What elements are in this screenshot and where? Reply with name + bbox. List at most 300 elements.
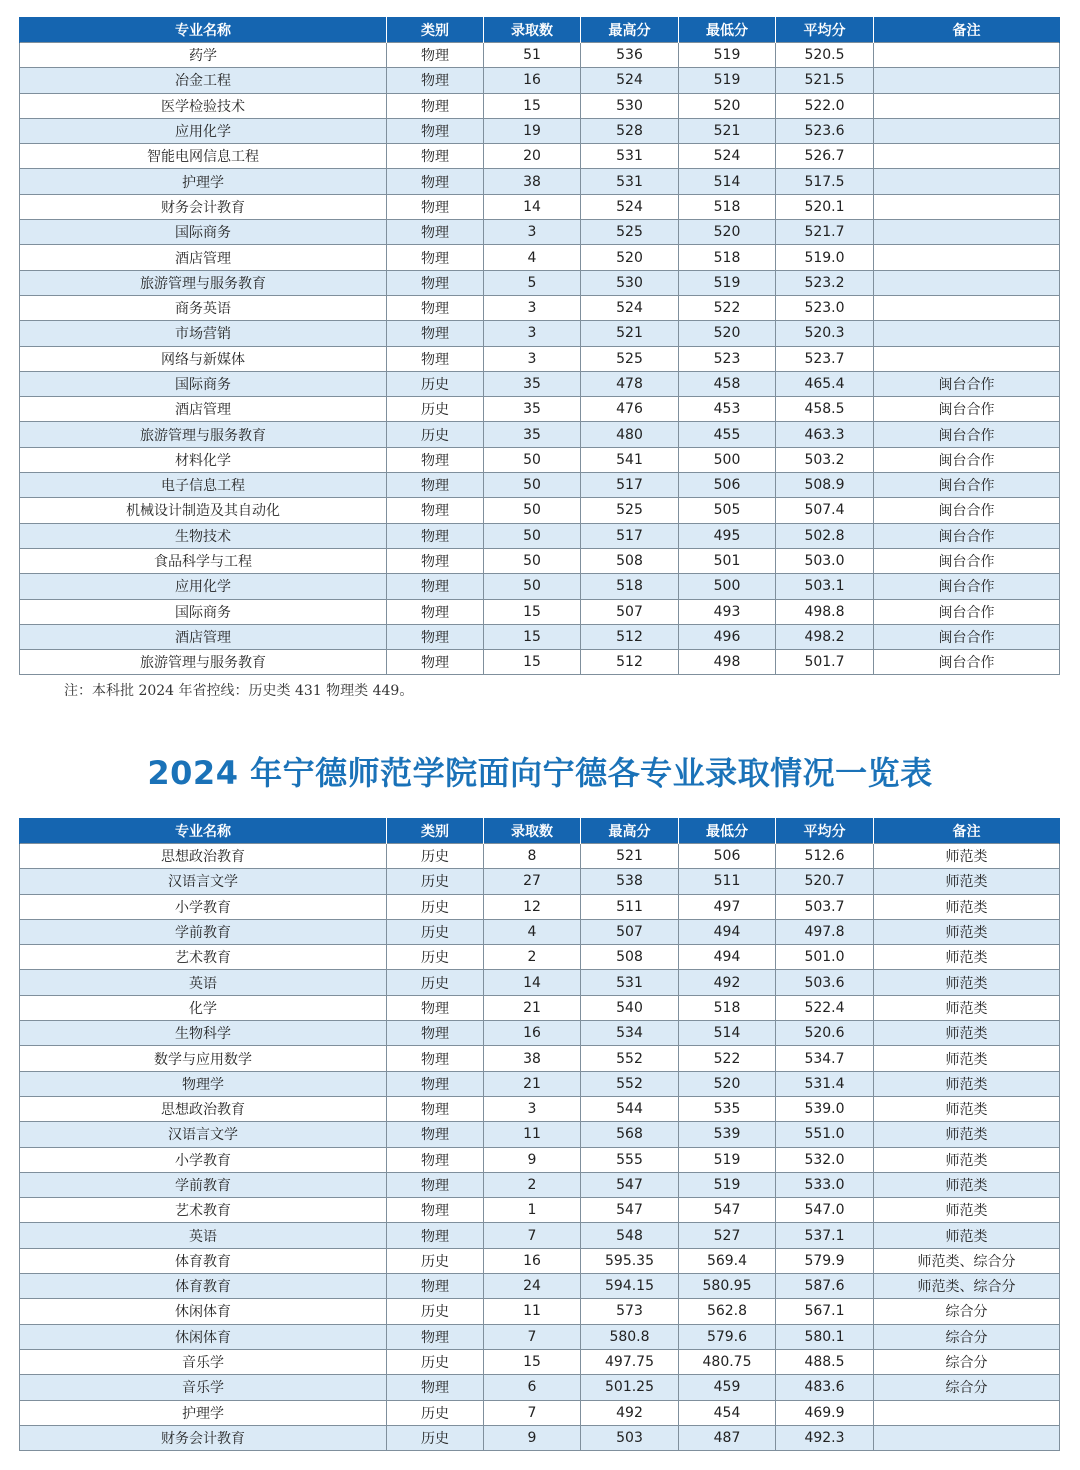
table-cell: 历史 xyxy=(387,894,484,919)
table-cell: 闽台合作 xyxy=(874,397,1060,422)
table-cell: 520.7 xyxy=(776,869,874,894)
column-header: 最低分 xyxy=(679,17,776,43)
table-cell: 506 xyxy=(679,844,776,869)
table-cell: 517.5 xyxy=(776,169,874,194)
table-cell: 492.3 xyxy=(776,1425,874,1450)
table-cell: 师范类 xyxy=(874,995,1060,1020)
table-cell: 520 xyxy=(679,321,776,346)
table-cell: 师范类 xyxy=(874,844,1060,869)
table-cell: 8 xyxy=(484,844,581,869)
table-cell: 512 xyxy=(581,650,679,675)
table-row xyxy=(20,1324,1060,1349)
table-row xyxy=(20,970,1060,995)
table-cell: 旅游管理与服务教育 xyxy=(20,422,387,447)
table-cell: 514 xyxy=(679,169,776,194)
table-cell: 智能电网信息工程 xyxy=(20,144,387,169)
table-cell: 16 xyxy=(484,1248,581,1273)
table-cell: 573 xyxy=(581,1299,679,1324)
table-row xyxy=(20,68,1060,93)
table-cell: 506 xyxy=(679,473,776,498)
table-cell: 物理 xyxy=(387,118,484,143)
table-cell xyxy=(874,295,1060,320)
table-cell: 544 xyxy=(581,1096,679,1121)
table-cell: 物理 xyxy=(387,1021,484,1046)
table-cell: 历史 xyxy=(387,869,484,894)
table-row xyxy=(20,1349,1060,1374)
table-cell: 530 xyxy=(581,93,679,118)
table-cell: 师范类 xyxy=(874,894,1060,919)
table-cell: 519 xyxy=(679,1147,776,1172)
table-cell: 20 xyxy=(484,144,581,169)
table-row xyxy=(20,919,1060,944)
table-cell xyxy=(874,144,1060,169)
table-cell: 旅游管理与服务教育 xyxy=(20,270,387,295)
table-cell: 旅游管理与服务教育 xyxy=(20,650,387,675)
table-cell: 38 xyxy=(484,1046,581,1071)
column-header: 专业名称 xyxy=(20,818,387,844)
table-cell: 514 xyxy=(679,1021,776,1046)
table-cell: 483.6 xyxy=(776,1375,874,1400)
table-cell: 518 xyxy=(679,995,776,1020)
table-cell: 519 xyxy=(679,43,776,68)
table-row xyxy=(20,194,1060,219)
table-cell: 521.5 xyxy=(776,68,874,93)
table-cell: 507 xyxy=(581,919,679,944)
table-cell: 519 xyxy=(679,68,776,93)
table-cell: 历史 xyxy=(387,1400,484,1425)
table-cell: 548 xyxy=(581,1223,679,1248)
table-cell: 480 xyxy=(581,422,679,447)
column-header: 最低分 xyxy=(679,818,776,844)
table-cell: 453 xyxy=(679,397,776,422)
table-cell: 540 xyxy=(581,995,679,1020)
table-cell: 闽台合作 xyxy=(874,447,1060,472)
table-cell: 7 xyxy=(484,1223,581,1248)
table-cell: 512.6 xyxy=(776,844,874,869)
table-cell: 524 xyxy=(581,194,679,219)
table-cell: 1 xyxy=(484,1198,581,1223)
table-cell: 师范类 xyxy=(874,1172,1060,1197)
table-cell: 523.7 xyxy=(776,346,874,371)
table-cell: 27 xyxy=(484,869,581,894)
table-cell: 50 xyxy=(484,473,581,498)
table-cell: 580.1 xyxy=(776,1324,874,1349)
column-header: 备注 xyxy=(874,17,1060,43)
table-cell: 4 xyxy=(484,919,581,944)
table-cell: 16 xyxy=(484,1021,581,1046)
table-cell: 物理 xyxy=(387,1324,484,1349)
table-row xyxy=(20,346,1060,371)
table-row xyxy=(20,447,1060,472)
table-cell: 476 xyxy=(581,397,679,422)
table-cell xyxy=(874,220,1060,245)
table-cell: 商务英语 xyxy=(20,295,387,320)
table-cell: 物理 xyxy=(387,624,484,649)
table-cell xyxy=(874,194,1060,219)
section-title: 2024 年宁德师范学院面向宁德各专业录取情况一览表 xyxy=(147,754,933,792)
table-cell: 508 xyxy=(581,548,679,573)
table-cell: 527 xyxy=(679,1223,776,1248)
table-cell: 闽台合作 xyxy=(874,574,1060,599)
table-cell: 508 xyxy=(581,945,679,970)
table-cell: 532.0 xyxy=(776,1147,874,1172)
table-row xyxy=(20,869,1060,894)
table-cell: 538 xyxy=(581,869,679,894)
table-cell: 物理 xyxy=(387,194,484,219)
table-cell: 师范类 xyxy=(874,1223,1060,1248)
table-row xyxy=(20,1375,1060,1400)
table-cell: 503 xyxy=(581,1425,679,1450)
table-cell: 师范类 xyxy=(874,1071,1060,1096)
table-cell: 595.35 xyxy=(581,1248,679,1273)
table-cell: 463.3 xyxy=(776,422,874,447)
table-cell: 503.0 xyxy=(776,548,874,573)
table-cell: 材料化学 xyxy=(20,447,387,472)
table-cell: 7 xyxy=(484,1324,581,1349)
table-cell: 519.0 xyxy=(776,245,874,270)
table-cell: 523 xyxy=(679,346,776,371)
table-cell xyxy=(874,346,1060,371)
table-cell: 520 xyxy=(581,245,679,270)
table-cell: 物理 xyxy=(387,321,484,346)
table-cell: 历史 xyxy=(387,1349,484,1374)
table-cell: 531 xyxy=(581,970,679,995)
table-row xyxy=(20,1248,1060,1273)
table-row xyxy=(20,270,1060,295)
table-cell: 520.3 xyxy=(776,321,874,346)
table-cell: 458.5 xyxy=(776,397,874,422)
table-cell: 522 xyxy=(679,1046,776,1071)
table-cell: 师范类 xyxy=(874,945,1060,970)
table-cell: 电子信息工程 xyxy=(20,473,387,498)
table-cell: 567.1 xyxy=(776,1299,874,1324)
table-cell: 闽台合作 xyxy=(874,473,1060,498)
table-cell: 思想政治教育 xyxy=(20,844,387,869)
table-cell: 15 xyxy=(484,93,581,118)
table-cell: 35 xyxy=(484,371,581,396)
table-cell: 501 xyxy=(679,548,776,573)
table-cell: 师范类 xyxy=(874,1046,1060,1071)
table-cell: 师范类 xyxy=(874,869,1060,894)
table-cell: 2 xyxy=(484,945,581,970)
table-cell xyxy=(874,321,1060,346)
table-row xyxy=(20,1274,1060,1299)
column-header: 录取数 xyxy=(484,17,581,43)
table-cell: 503.6 xyxy=(776,970,874,995)
table-cell: 闽台合作 xyxy=(874,599,1060,624)
table-cell: 物理 xyxy=(387,220,484,245)
table-cell: 物理 xyxy=(387,1223,484,1248)
table-cell: 综合分 xyxy=(874,1349,1060,1374)
table-cell: 物理 xyxy=(387,574,484,599)
table-cell: 523.6 xyxy=(776,118,874,143)
table-cell: 594.15 xyxy=(581,1274,679,1299)
table-cell: 闽台合作 xyxy=(874,371,1060,396)
table-row xyxy=(20,422,1060,447)
table-cell: 539.0 xyxy=(776,1096,874,1121)
table-cell: 503.7 xyxy=(776,894,874,919)
table-row xyxy=(20,599,1060,624)
table-cell: 音乐学 xyxy=(20,1375,387,1400)
table-cell: 食品科学与工程 xyxy=(20,548,387,573)
table-cell: 物理 xyxy=(387,1198,484,1223)
table-cell: 冶金工程 xyxy=(20,68,387,93)
table-cell: 师范类 xyxy=(874,1122,1060,1147)
table-cell: 524 xyxy=(581,68,679,93)
table-cell: 闽台合作 xyxy=(874,624,1060,649)
table-row xyxy=(20,371,1060,396)
column-header: 备注 xyxy=(874,818,1060,844)
table-cell: 3 xyxy=(484,1096,581,1121)
table-cell: 艺术教育 xyxy=(20,1198,387,1223)
table-cell: 520 xyxy=(679,93,776,118)
table-cell: 物理 xyxy=(387,650,484,675)
table-cell: 524 xyxy=(581,295,679,320)
table-cell: 师范类 xyxy=(874,919,1060,944)
table-cell: 14 xyxy=(484,970,581,995)
table-cell: 522 xyxy=(679,295,776,320)
table-cell: 机械设计制造及其自动化 xyxy=(20,498,387,523)
table-row xyxy=(20,498,1060,523)
table-cell: 495 xyxy=(679,523,776,548)
table-cell: 536 xyxy=(581,43,679,68)
table-cell: 历史 xyxy=(387,1248,484,1273)
table-cell: 历史 xyxy=(387,1425,484,1450)
table-cell: 5 xyxy=(484,270,581,295)
table-cell: 物理 xyxy=(387,523,484,548)
column-header: 专业名称 xyxy=(20,17,387,43)
table-cell: 学前教育 xyxy=(20,919,387,944)
table-cell: 552 xyxy=(581,1071,679,1096)
table-cell: 3 xyxy=(484,346,581,371)
table-row xyxy=(20,945,1060,970)
table-cell: 汉语言文学 xyxy=(20,1122,387,1147)
table-cell: 财务会计教育 xyxy=(20,1425,387,1450)
table-row xyxy=(20,894,1060,919)
table-cell: 15 xyxy=(484,650,581,675)
table-cell: 505 xyxy=(679,498,776,523)
table-cell: 38 xyxy=(484,169,581,194)
table-cell: 533.0 xyxy=(776,1172,874,1197)
table-cell: 物理 xyxy=(387,270,484,295)
table-row xyxy=(20,1223,1060,1248)
table-cell: 化学 xyxy=(20,995,387,1020)
table-cell: 522.0 xyxy=(776,93,874,118)
table-cell: 物理 xyxy=(387,1172,484,1197)
table-cell: 学前教育 xyxy=(20,1172,387,1197)
table-cell: 11 xyxy=(484,1299,581,1324)
table-row xyxy=(20,295,1060,320)
table-cell: 7 xyxy=(484,1400,581,1425)
table-cell: 21 xyxy=(484,995,581,1020)
table-cell: 511 xyxy=(679,869,776,894)
table-cell: 503.2 xyxy=(776,447,874,472)
table-cell: 521 xyxy=(581,844,679,869)
table-cell: 物理学 xyxy=(20,1071,387,1096)
table-cell: 519 xyxy=(679,270,776,295)
table-row xyxy=(20,844,1060,869)
table-cell: 物理 xyxy=(387,245,484,270)
table-cell: 物理 xyxy=(387,1046,484,1071)
table-cell: 520.1 xyxy=(776,194,874,219)
table-cell: 物理 xyxy=(387,169,484,194)
column-header: 平均分 xyxy=(776,818,874,844)
table-cell: 2 xyxy=(484,1172,581,1197)
table-row xyxy=(20,1299,1060,1324)
table-row xyxy=(20,144,1060,169)
table-cell: 19 xyxy=(484,118,581,143)
table-cell: 生物科学 xyxy=(20,1021,387,1046)
table-cell: 市场营销 xyxy=(20,321,387,346)
table-cell: 国际商务 xyxy=(20,599,387,624)
table-cell: 物理 xyxy=(387,68,484,93)
table-cell xyxy=(874,43,1060,68)
table-cell: 14 xyxy=(484,194,581,219)
table-cell: 物理 xyxy=(387,1375,484,1400)
table-row xyxy=(20,624,1060,649)
table-cell: 523.0 xyxy=(776,295,874,320)
table-cell xyxy=(874,68,1060,93)
footnote: 注：本科批 2024 年省控线：历史类 431 物理类 449。 xyxy=(64,683,414,699)
table-cell: 体育教育 xyxy=(20,1248,387,1273)
table-cell: 478 xyxy=(581,371,679,396)
table-cell: 历史 xyxy=(387,844,484,869)
admission-table-1 xyxy=(19,17,1060,675)
table-cell: 思想政治教育 xyxy=(20,1096,387,1121)
table-cell: 医学检验技术 xyxy=(20,93,387,118)
table-cell xyxy=(874,93,1060,118)
table-cell: 519 xyxy=(679,1172,776,1197)
table-cell: 35 xyxy=(484,422,581,447)
table-cell: 历史 xyxy=(387,970,484,995)
table-cell: 闽台合作 xyxy=(874,650,1060,675)
admission-table-2 xyxy=(19,818,1060,1451)
table-cell: 12 xyxy=(484,894,581,919)
table-cell: 534.7 xyxy=(776,1046,874,1071)
table-cell: 网络与新媒体 xyxy=(20,346,387,371)
table-cell: 498 xyxy=(679,650,776,675)
table-cell: 历史 xyxy=(387,1299,484,1324)
table-row xyxy=(20,1096,1060,1121)
table-cell: 艺术教育 xyxy=(20,945,387,970)
table-cell: 历史 xyxy=(387,397,484,422)
table-cell xyxy=(874,1425,1060,1450)
table-cell: 闽台合作 xyxy=(874,523,1060,548)
table-cell: 休闲体育 xyxy=(20,1299,387,1324)
table-cell: 511 xyxy=(581,894,679,919)
table-row xyxy=(20,321,1060,346)
table-cell: 英语 xyxy=(20,970,387,995)
table-cell: 体育教育 xyxy=(20,1274,387,1299)
table-cell: 50 xyxy=(484,447,581,472)
table-cell: 物理 xyxy=(387,93,484,118)
table-cell: 物理 xyxy=(387,1147,484,1172)
table-cell: 501.7 xyxy=(776,650,874,675)
table-cell: 541 xyxy=(581,447,679,472)
table-cell: 师范类 xyxy=(874,1198,1060,1223)
table-header-row xyxy=(20,17,1060,43)
table-cell: 569.4 xyxy=(679,1248,776,1273)
table-cell: 469.9 xyxy=(776,1400,874,1425)
table-row xyxy=(20,1021,1060,1046)
table-cell: 3 xyxy=(484,295,581,320)
table-cell: 护理学 xyxy=(20,169,387,194)
table-row xyxy=(20,1400,1060,1425)
table-header-row xyxy=(20,818,1060,844)
table-cell: 525 xyxy=(581,346,679,371)
table-cell: 闽台合作 xyxy=(874,498,1060,523)
table-row xyxy=(20,397,1060,422)
table-cell: 24 xyxy=(484,1274,581,1299)
table-cell: 521 xyxy=(581,321,679,346)
table-cell: 523.2 xyxy=(776,270,874,295)
table-cell: 458 xyxy=(679,371,776,396)
column-header: 最高分 xyxy=(581,818,679,844)
table-cell: 497.8 xyxy=(776,919,874,944)
table-row xyxy=(20,523,1060,548)
table-row xyxy=(20,169,1060,194)
table-cell: 汉语言文学 xyxy=(20,869,387,894)
column-header: 录取数 xyxy=(484,818,581,844)
table-cell: 3 xyxy=(484,220,581,245)
table-cell: 520.6 xyxy=(776,1021,874,1046)
table-cell: 师范类、综合分 xyxy=(874,1248,1060,1273)
table-cell: 492 xyxy=(679,970,776,995)
table-cell: 物理 xyxy=(387,548,484,573)
table-cell: 503.1 xyxy=(776,574,874,599)
table-cell: 579.6 xyxy=(679,1324,776,1349)
table-cell: 522.4 xyxy=(776,995,874,1020)
table-cell: 15 xyxy=(484,1349,581,1374)
table-cell: 530 xyxy=(581,270,679,295)
table-row xyxy=(20,1046,1060,1071)
table-cell: 35 xyxy=(484,397,581,422)
table-cell: 酒店管理 xyxy=(20,245,387,270)
table-cell: 539 xyxy=(679,1122,776,1147)
table-row xyxy=(20,650,1060,675)
table-cell: 51 xyxy=(484,43,581,68)
table-cell: 531 xyxy=(581,144,679,169)
table-row xyxy=(20,1198,1060,1223)
table-cell: 50 xyxy=(484,574,581,599)
table-cell: 521 xyxy=(679,118,776,143)
table-cell: 547 xyxy=(581,1172,679,1197)
table-cell: 6 xyxy=(484,1375,581,1400)
table-cell: 547.0 xyxy=(776,1198,874,1223)
table-cell: 11 xyxy=(484,1122,581,1147)
table-cell: 物理 xyxy=(387,473,484,498)
column-header: 类别 xyxy=(387,17,484,43)
table-cell: 师范类 xyxy=(874,970,1060,995)
table-cell: 物理 xyxy=(387,144,484,169)
table-cell: 508.9 xyxy=(776,473,874,498)
table-row xyxy=(20,548,1060,573)
table-cell: 物理 xyxy=(387,1122,484,1147)
table-cell: 531.4 xyxy=(776,1071,874,1096)
table-cell: 501.0 xyxy=(776,945,874,970)
table-cell: 物理 xyxy=(387,1096,484,1121)
table-cell: 综合分 xyxy=(874,1324,1060,1349)
table-cell: 493 xyxy=(679,599,776,624)
table-row xyxy=(20,1122,1060,1147)
table-cell: 562.8 xyxy=(679,1299,776,1324)
table-cell: 闽台合作 xyxy=(874,422,1060,447)
table-row xyxy=(20,574,1060,599)
table-cell: 555 xyxy=(581,1147,679,1172)
table-cell: 物理 xyxy=(387,995,484,1020)
table-cell: 护理学 xyxy=(20,1400,387,1425)
table-row xyxy=(20,220,1060,245)
